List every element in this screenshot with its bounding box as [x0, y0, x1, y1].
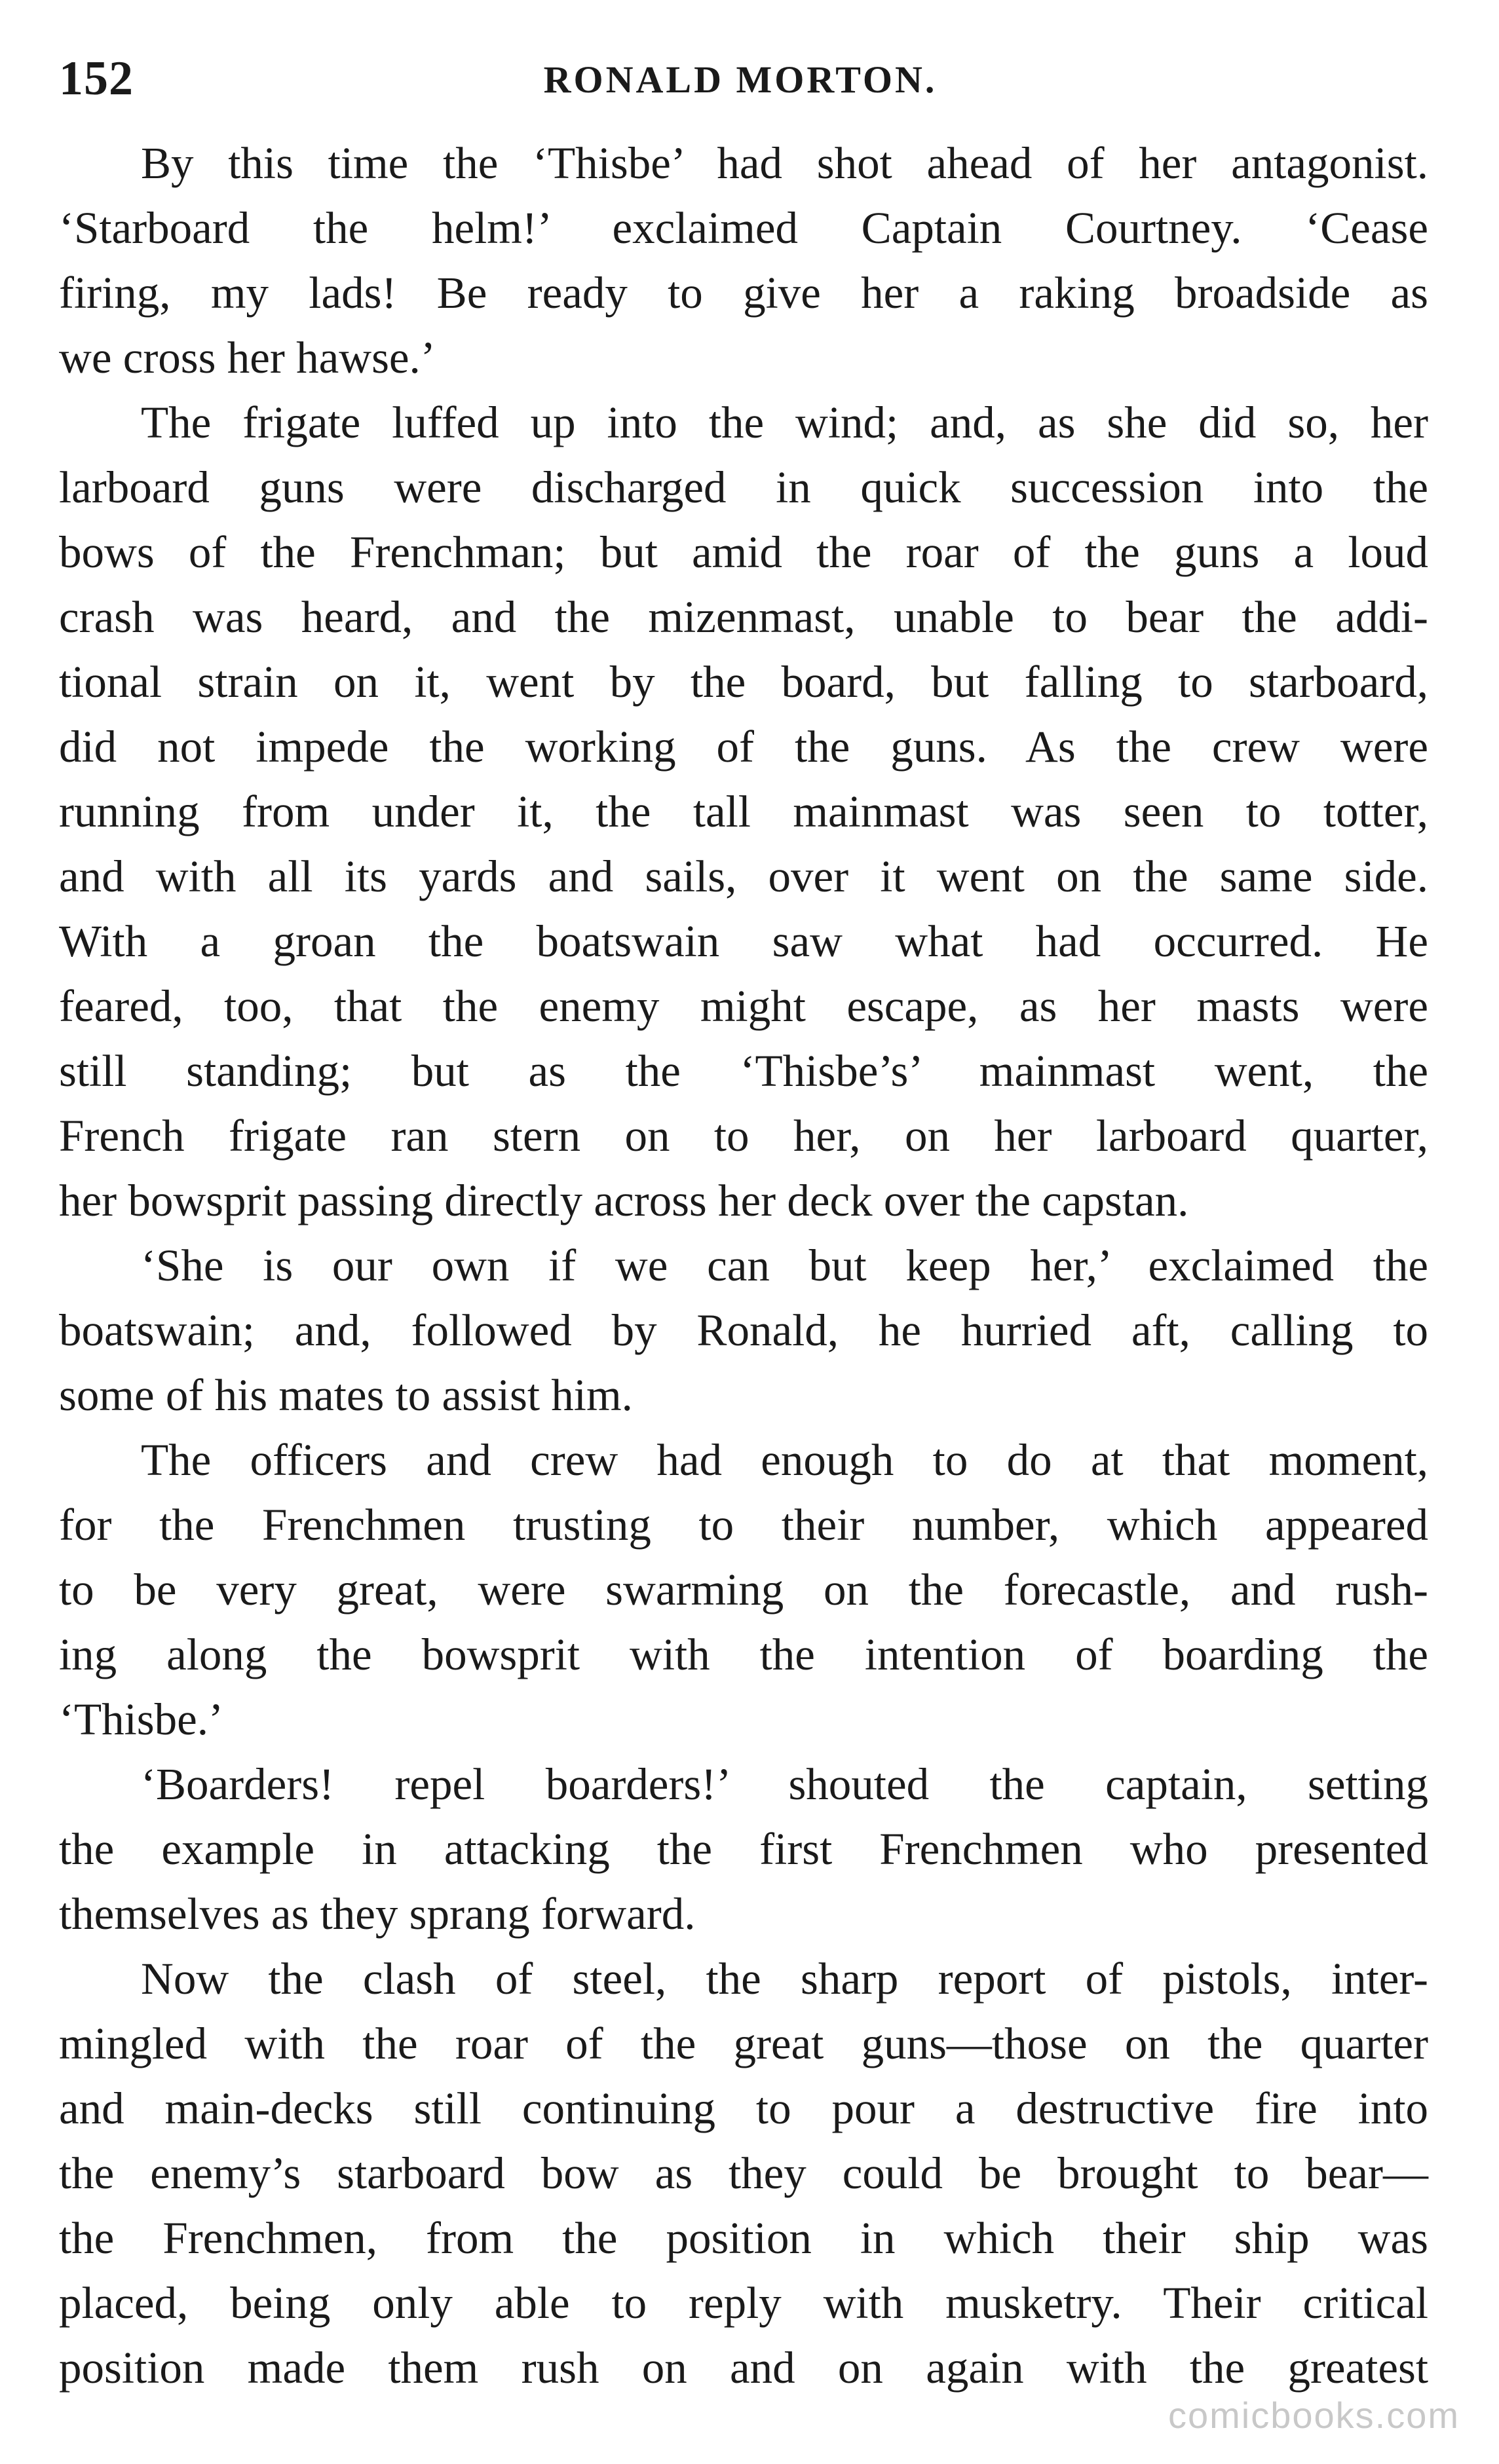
text-line: placed, being only able to reply with musketry. Their critical	[59, 2278, 1428, 2328]
text-line: did not impede the working of the guns. As the crew were	[59, 722, 1428, 772]
text-line: position made them rush on and on again with the greatest	[59, 2343, 1428, 2393]
text-line: larboard guns were discharged in quick succession into the	[59, 462, 1428, 512]
page-header	[59, 51, 1422, 123]
text-line: tional strain on it, went by the board, but falling to starboard,	[59, 657, 1428, 707]
text-line: we cross her hawse.’	[59, 333, 436, 383]
body-text	[59, 131, 1428, 2400]
text-line: her bowsprit passing directly across her deck over the capstan.	[59, 1176, 1189, 1225]
text-line: the enemy’s starboard bow as they could be brought to bear—	[59, 2148, 1428, 2198]
text-line: themselves as they sprang forward.	[59, 1889, 696, 1939]
text-line: the example in attacking the first Frenchmen who presented	[59, 1824, 1428, 1874]
text-line: firing, my lads! Be ready to give her a raking broadside as	[59, 268, 1428, 318]
text-line: crash was heard, and the mizenmast, unable to bear the addi-	[59, 592, 1428, 642]
text-line: ing along the bowsprit with the intention of boarding the	[59, 1630, 1428, 1679]
text-line: mingled with the roar of the great guns—those on the quarter	[59, 2019, 1428, 2068]
text-line: and main-decks still continuing to pour a destructive fire into	[59, 2083, 1428, 2133]
text-line: By this time the ‘Thisbe’ had shot ahead of her antagonist.	[141, 138, 1428, 188]
text-line: ‘Boarders! repel boarders!’ shouted the captain, setting	[141, 1759, 1428, 1809]
page-number: 152	[59, 52, 134, 105]
text-line: boatswain; and, followed by Ronald, he hurried aft, calling to	[59, 1305, 1428, 1355]
text-line: to be very great, were swarming on the forecastle, and rush-	[59, 1565, 1428, 1615]
text-line: running from under it, the tall mainmast was seen to totter,	[59, 787, 1428, 836]
text-line: bows of the Frenchman; but amid the roar of the guns a loud	[59, 527, 1428, 577]
text-line: still standing; but as the ‘Thisbe’s’ mainmast went, the	[59, 1046, 1428, 1096]
text-line: The frigate luffed up into the wind; and, as she did so, her	[141, 398, 1428, 447]
text-line: for the Frenchmen trusting to their number, which appeared	[59, 1500, 1428, 1550]
running-title: RONALD MORTON.	[543, 58, 938, 101]
text-line: Now the clash of steel, the sharp report of pistols, inter-	[141, 1954, 1428, 2004]
text-line: and with all its yards and sails, over it went on the same side.	[59, 851, 1428, 901]
text-line: The officers and crew had enough to do at that moment,	[141, 1435, 1428, 1485]
text-line: feared, too, that the enemy might escape, as her masts were	[59, 981, 1428, 1031]
text-line: ‘She is our own if we can but keep her,’ exclaimed the	[141, 1241, 1428, 1290]
text-line: ‘Thisbe.’	[59, 1694, 224, 1744]
text-line: the Frenchmen, from the position in which their ship was	[59, 2213, 1428, 2263]
text-line: With a groan the boatswain saw what had occurred. He	[59, 916, 1428, 966]
text-line: French frigate ran stern on to her, on her larboard quarter,	[59, 1111, 1428, 1161]
watermark: comicbooks.com	[1167, 2395, 1460, 2436]
text-line: some of his mates to assist him.	[59, 1370, 633, 1420]
text-line: ‘Starboard the helm!’ exclaimed Captain Courtney. ‘Cease	[59, 203, 1428, 253]
